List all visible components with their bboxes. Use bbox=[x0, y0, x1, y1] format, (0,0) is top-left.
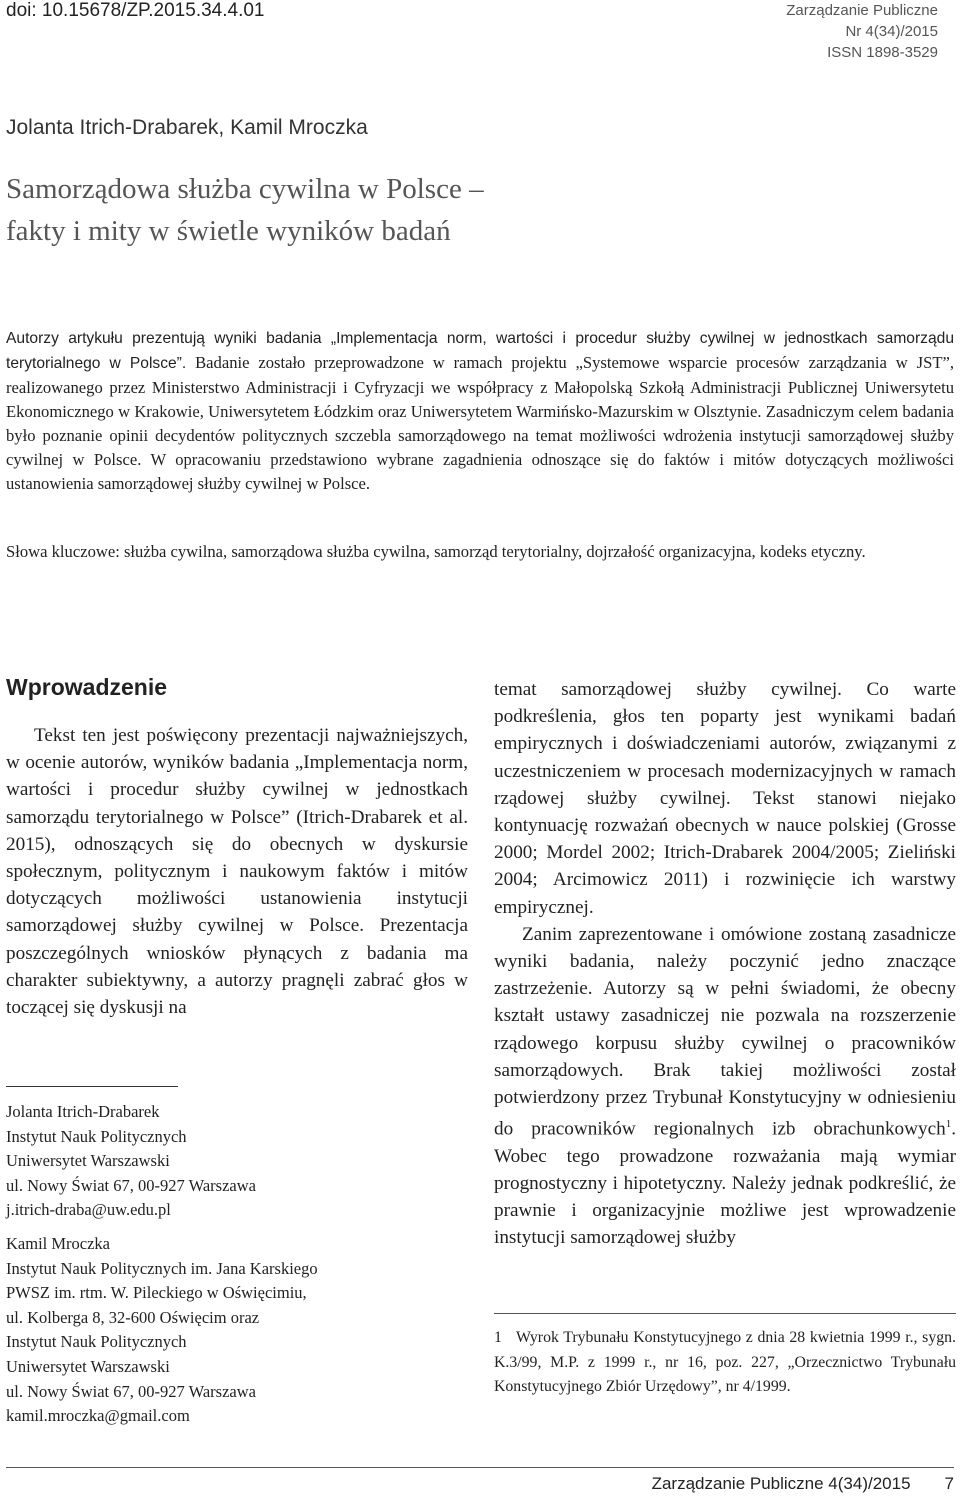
journal-issn: ISSN 1898-3529 bbox=[827, 44, 938, 61]
affiliation-1-line: ul. Nowy Świat 67, 00-927 Warszawa bbox=[6, 1175, 256, 1195]
abstract-part-2: Badanie zostało przeprowadzone w ramach projektu „Systemowe wsparcie procesów zarządzania w JST”, realizowanego przez Ministerstwo Administracji i Cyfryzacji we współpracy z Małopolską Szkołą Administracji Publicznej Uniwersytetu Ekonomicznego w Krakowie, Uniwersytetem Łódzkim oraz Uniwersytetem Warmińsko-Mazurskim w Olsztynie. Zasadniczym celem badania było poznanie opinii decydentów politycznych szczebla samorządowego na temat możliwości wdrożenia instytucji samorządowej służby cywilnej w Polsce. W opracowaniu przedstawiono wybrane zagadnienia odnoszące się do faktów i mitów dotyczących możliwości ustanowienia samorządowej służby cywilnej w Polsce. bbox=[6, 353, 954, 493]
intro-right-paragraph-2 bbox=[494, 921, 956, 1252]
doi-label: doi: 10.15678/ZP.2015.34.4.01 bbox=[6, 0, 265, 21]
affiliation-2-line: Instytut Nauk Politycznych im. Jana Karskiego bbox=[6, 1258, 318, 1278]
affiliation-2-line: Instytut Nauk Politycznych bbox=[6, 1332, 187, 1352]
affiliation-1-line: Uniwersytet Warszawski bbox=[6, 1151, 170, 1171]
affiliation-2-line: ul. Nowy Świat 67, 00-927 Warszawa bbox=[6, 1381, 256, 1401]
footnote-text: Wyrok Trybunału Konstytucyjnego z dnia 28 kwietnia 1999 r., sygn. K.3/99, M.P. z 1999 r., nr 16, poz. 227, „Orzecznictwo Trybunału Konstytucyjnego Zbiór Urzędowy”, nr 4/1999. bbox=[494, 1329, 956, 1396]
abstract bbox=[6, 326, 954, 496]
keywords: Słowa kluczowe: służba cywilna, samorządowa służba cywilna, samorząd terytorialny, dojrzałość organizacyjna, kodeks etyczny. bbox=[6, 542, 866, 561]
intro-left-paragraph: Tekst ten jest poświęcony prezentacji najważniejszych, w ocenie autorów, wyników badania „Implementacja norm, wartości i procedur służby cywilnej w jednostkach samorządu terytorialnego w Polsce” (Itrich-Drabarek et al. 2015), odnoszących się do obecnych w dyskursie społecznym, politycznym i naukowym faktów i mitów dotyczących możliwości ustanowienia instytucji samorządowej służby cywilnej w Polsce. Prezentacja poszczególnych wniosków płynących z badania ma charakter subiektywny, a autorzy pragnęli zabrać głos w toczącej się dyskusji na bbox=[6, 725, 468, 1019]
article-authors: Jolanta Itrich-Drabarek, Kamil Mroczka bbox=[6, 116, 368, 139]
affiliation-1-email[interactable]: j.itrich-draba@uw.edu.pl bbox=[6, 1200, 171, 1220]
intro-right-paragraph-1: temat samorządowej służby cywilnej. Co warte podkreślenia, głos ten poparty jest wynikami badań empirycznych i doświadczeniami autorów, związanymi z uczestniczeniem w procesach modernizacyjnych w ramach rządowej służby cywilnej. Tekst stanowi niejako kontynuację rozważań obecnych w nauce polskiej (Grosse 2000; Mordel 2002; Itrich-Drabarek 2004/2005; Zieliński 2004; Arcimowicz 2011) i rozwinięcie ich warstwy empirycznej. bbox=[494, 679, 956, 918]
page-footer bbox=[652, 1474, 954, 1494]
abstract-part-1: Autorzy artykułu prezentują wyniki badania „Implementacja norm, wartości i procedur służby cywilnej w jednostkach samorządu terytorialnego w Polsce”. bbox=[6, 330, 954, 372]
footer-divider bbox=[6, 1467, 954, 1468]
intro-right-paragraph-2a: Zanim zaprezentowane i omówione zostaną zasadnicze wyniki badania, należy poczynić jedno znaczące zastrzeżenie. Autorzy są w pełni świadomi, że obecny kształt ustawy zasadniczej nie pozwala na rozszerzenie rządowego korpusu służby cywilnej o pracowników samorządowych. Brak takiej możliwości został potwierdzony przez Trybunał Konstytucyjny w odniesieniu do pracowników regionalnych izb obrachunkowych bbox=[494, 923, 956, 1140]
article-title bbox=[6, 168, 484, 252]
footnote-ref[interactable]: 1 bbox=[945, 1118, 952, 1131]
intro-left-column bbox=[6, 722, 468, 1021]
section-heading-intro: Wprowadzenie bbox=[6, 674, 168, 700]
footnote bbox=[494, 1326, 956, 1400]
affiliation-2-email[interactable]: kamil.mroczka@gmail.com bbox=[6, 1406, 190, 1426]
affiliation-divider bbox=[6, 1086, 178, 1087]
footnote-number: 1 bbox=[494, 1329, 502, 1346]
journal-issue: Nr 4(34)/2015 bbox=[845, 23, 938, 40]
affiliation-1-line: Instytut Nauk Politycznych bbox=[6, 1126, 187, 1146]
affiliation-2-name: Kamil Mroczka bbox=[6, 1234, 111, 1253]
page-number: 7 bbox=[944, 1474, 954, 1493]
journal-info bbox=[786, 0, 938, 63]
intro-right-column bbox=[494, 676, 956, 1252]
affiliation-1 bbox=[6, 1100, 468, 1223]
affiliation-2-line: ul. Kolberga 8, 32-600 Oświęcim oraz bbox=[6, 1307, 260, 1327]
footer-journal: Zarządzanie Publiczne 4(34)/2015 bbox=[651, 1474, 911, 1493]
footnote-divider bbox=[494, 1313, 956, 1314]
title-line-1: Samorządowa służba cywilna w Polsce – bbox=[6, 173, 484, 205]
affiliation-2 bbox=[6, 1232, 468, 1429]
affiliation-1-name: Jolanta Itrich-Drabarek bbox=[6, 1102, 160, 1121]
journal-name: Zarządzanie Publiczne bbox=[786, 2, 938, 19]
affiliation-2-line: Uniwersytet Warszawski bbox=[6, 1356, 170, 1376]
intro-right-paragraph-2b: . Wobec tego prowadzone rozważania mają wymiar prognostyczny i hipotetyczny. Należy jednak podkreślić, że prawnie i organizacyjnie możliwe jest wprowadzenie instytucji samorządowej służby bbox=[494, 1118, 956, 1249]
title-line-2: fakty i mity w świetle wyników badań bbox=[6, 215, 451, 247]
affiliation-2-line: PWSZ im. rtm. W. Pileckiego w Oświęcimiu, bbox=[6, 1283, 307, 1303]
